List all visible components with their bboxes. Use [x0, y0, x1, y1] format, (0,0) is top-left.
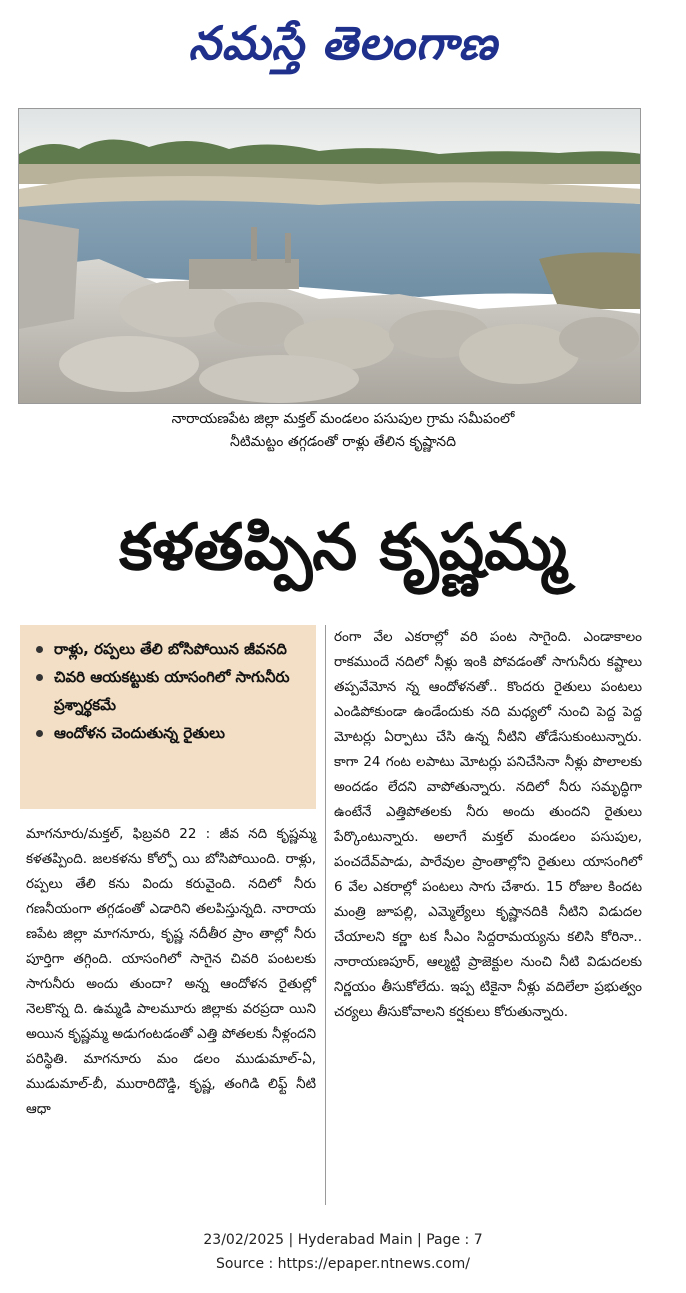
footer-source: Source : https://epaper.ntnews.com/ — [215, 1256, 471, 1272]
highlights-box — [20, 625, 316, 809]
column-divider — [325, 625, 326, 1205]
highlight-text: ఆందోళన చెందుతున్న రైతులు — [54, 724, 225, 742]
newspaper-masthead: నమస్తే తెలంగాణ — [188, 16, 498, 70]
highlight-text: చివరి ఆయకట్టుకు యాసంగిలో సాగునీరు ప్రశ్నార్థకమే — [54, 668, 290, 714]
highlight-text: రాళ్లు, రప్పలు తేలి బోసిపోయిన జీవనది — [54, 640, 287, 658]
bullet-icon — [36, 730, 43, 737]
river-photo — [18, 108, 641, 404]
article-body-right-column: రంగా వేల ఎకరాల్లో వరి పంట సాగైంది. ఎండాకాలం రాకముందే నదిలో నీళ్లు ఇంకి పోవడంతో సాగునీరు కష్టాలు తప్పవేమోన న్న ఆందోళనతో.. కొందరు రైతులు పంటలు ఎండిపోకుండా ఉండేందుకు నది మధ్యలో నుంచి పెద్ద పెద్ద మోటర్లు ఏర్పాటు చేసి ఉన్న నీటిని తోడేసుకుంటున్నారు. కాగా 24 గంట లపాటు మోటర్లు పనిచేసినా నీళ్లు పొలాలకు అందడం లేదని వాపోతున్నారు. నదిలో నీరు సమృద్ధిగా ఉంటేనే ఎత్తిపోతలకు నీరు అందు తుందని రైతులు పేర్కొంటున్నారు. అలాగే మక్తల్ మండలం పసుపుల, పంచదేవ్‌పాడు, పారేవుల ప్రాంతాల్లోని రైతులు యాసంగిలో 6 వేల ఎకరాల్లో పంటలు సాగు చేశారు. 15 రోజుల కిందట మంత్రి జూపల్లి, ఎమ్మెల్యేలు కృష్ణానదికి నీటిని విడుదల చేయాలని కర్ణా టక సీఎం సిద్దరామయ్యను కలిసి కోరినా.. నారాయణపూర్, ఆల్మట్టి ప్రాజెక్టుల నుంచి నీటి విడుదలకు నిర్ణయం తీసుకోలేదు. ఇప్ప టికైనా నీళ్లు వదిలేలా ప్రభుత్వం చర్యలు తీసుకోవాలని కర్షకులు కోరుతున్నారు. — [334, 629, 642, 1020]
highlight-item — [32, 663, 306, 719]
article-headline: కళతప్పిన కృష్ణమ్మ — [119, 511, 567, 585]
bullet-icon — [36, 674, 43, 681]
photo-caption — [18, 408, 668, 454]
bullet-icon — [36, 646, 43, 653]
highlight-item — [32, 635, 306, 663]
article-body-left-column: మాగనూరు/మక్తల్, ఫిబ్రవరి 22 : జీవ నది కృష్ణమ్మ కళతప్పింది. జలకళను కోల్పో యి బోసిపోయింది. రాళ్లు, రప్పలు తేలి కను విందు కరువైంది. నదిలో నీరు గణనీయంగా తగ్గడంతో ఎడారిని తలపిస్తున్నది. నారాయ ణపేట జిల్లా మాగనూరు, కృష్ణ నదీతీర ప్రాం తాల్లో నీరు పూర్తిగా తగ్గింది. యాసంగిలో సాగైన చివరి పంటలకు సాగునీరు అందు తుందా? అన్న ఆందోళన రైతుల్లో నెలకొన్న ది. ఉమ్మడి పాలమూరు జిల్లాకు వరప్రదా యిని అయిన కృష్ణమ్మ అడుగంటడంతో ఎత్తి పోతలకు నీళ్లందని పరిస్థితి. మాగనూరు మం డలం ముడుమాల్-ఏ, ముడుమాల్-బీ, మురారిదొడ్డి, కృష్ణ, తంగిడి లిఫ్ట్ నీటి ఆధా — [26, 826, 316, 1117]
photo-caption-line1: నారాయణపేట జిల్లా మక్తల్ మండలం పసుపుల గ్రామ సమీపంలో — [171, 411, 515, 427]
footer-edition-info: 23/02/2025 | Hyderabad Main | Page : 7 — [203, 1232, 483, 1248]
highlight-item — [32, 719, 306, 747]
photo-caption-line2: నీటిమట్టం తగ్గడంతో రాళ్లు తేలిన కృష్ణానది — [230, 434, 456, 450]
